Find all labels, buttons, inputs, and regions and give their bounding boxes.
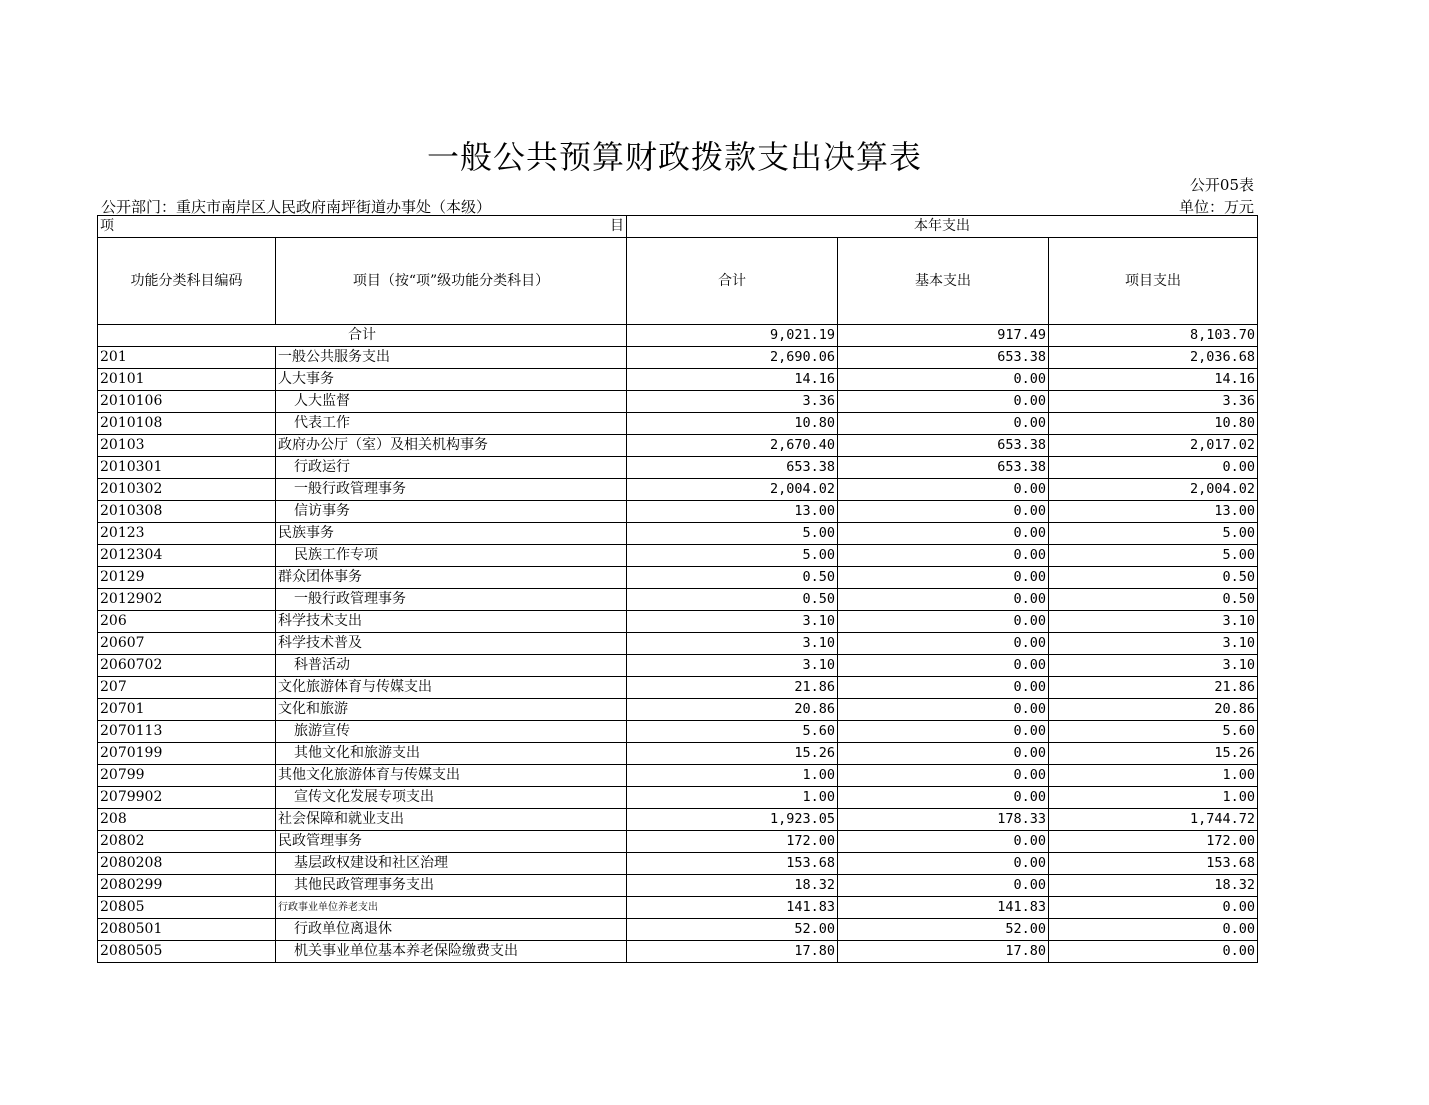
table-row [98,809,1258,831]
row-project: 2,036.68 [1049,347,1258,369]
row-basic: 0.00 [838,545,1049,567]
table-row [98,545,1258,567]
row-total: 153.68 [627,853,838,875]
total-amount: 9,021.19 [627,325,838,347]
total-basic: 917.49 [838,325,1049,347]
row-project: 2,017.02 [1049,435,1258,457]
row-name: 宣传文化发展专项支出 [276,787,627,809]
row-code: 2010308 [98,501,276,523]
row-project: 2,004.02 [1049,479,1258,501]
table-row [98,369,1258,391]
row-name: 代表工作 [276,413,627,435]
row-name: 文化和旅游 [276,699,627,721]
row-total: 0.50 [627,589,838,611]
row-code: 20129 [98,567,276,589]
row-code: 2079902 [98,787,276,809]
header-total: 合计 [627,238,838,325]
row-total: 15.26 [627,743,838,765]
table-row [98,875,1258,897]
row-total: 3.36 [627,391,838,413]
row-code: 20802 [98,831,276,853]
table-row [98,633,1258,655]
row-project: 0.00 [1049,919,1258,941]
row-total: 5.00 [627,523,838,545]
row-total: 653.38 [627,457,838,479]
row-code: 2080501 [98,919,276,941]
row-project: 0.50 [1049,567,1258,589]
row-name: 民族事务 [276,523,627,545]
row-total: 52.00 [627,919,838,941]
row-name: 一般行政管理事务 [276,589,627,611]
unit-label: 单位：万元 [1178,198,1254,216]
total-project: 8,103.70 [1049,325,1258,347]
row-code: 2080299 [98,875,276,897]
row-total: 0.50 [627,567,838,589]
row-total: 2,690.06 [627,347,838,369]
row-project: 21.86 [1049,677,1258,699]
row-total: 3.10 [627,655,838,677]
row-basic: 0.00 [838,699,1049,721]
row-project: 1.00 [1049,787,1258,809]
row-code: 2010302 [98,479,276,501]
row-total: 21.86 [627,677,838,699]
row-code: 20607 [98,633,276,655]
row-project: 10.80 [1049,413,1258,435]
row-total: 2,004.02 [627,479,838,501]
table-row [98,787,1258,809]
table-row [98,743,1258,765]
table-row [98,391,1258,413]
row-code: 20701 [98,699,276,721]
row-code: 2070199 [98,743,276,765]
table-row [98,611,1258,633]
row-name: 人大事务 [276,369,627,391]
row-project: 5.00 [1049,545,1258,567]
row-project: 1,744.72 [1049,809,1258,831]
row-name: 行政运行 [276,457,627,479]
table-row [98,897,1258,919]
row-total: 2,670.40 [627,435,838,457]
total-row [98,325,1258,347]
row-project: 153.68 [1049,853,1258,875]
row-total: 10.80 [627,413,838,435]
row-code: 2060702 [98,655,276,677]
row-basic: 141.83 [838,897,1049,919]
row-basic: 0.00 [838,391,1049,413]
row-basic: 0.00 [838,479,1049,501]
row-basic: 17.80 [838,941,1049,963]
row-name: 基层政权建设和社区治理 [276,853,627,875]
row-basic: 0.00 [838,523,1049,545]
table-row [98,347,1258,369]
row-basic: 0.00 [838,743,1049,765]
row-total: 14.16 [627,369,838,391]
row-total: 18.32 [627,875,838,897]
row-code: 201 [98,347,276,369]
row-total: 1.00 [627,765,838,787]
row-code: 2012304 [98,545,276,567]
expenditure-table [97,215,1258,963]
header-row-1 [98,216,1258,238]
row-basic: 0.00 [838,633,1049,655]
row-name: 其他文化和旅游支出 [276,743,627,765]
row-project: 14.16 [1049,369,1258,391]
row-name: 政府办公厅（室）及相关机构事务 [276,435,627,457]
table-row [98,831,1258,853]
form-number: 公开05表 [1189,176,1254,194]
row-name: 科学技术普及 [276,633,627,655]
table-row [98,435,1258,457]
row-basic: 0.00 [838,765,1049,787]
row-basic: 653.38 [838,457,1049,479]
row-name: 文化旅游体育与传媒支出 [276,677,627,699]
header-item-cell [98,216,627,238]
header-row-2 [98,238,1258,325]
table-row [98,457,1258,479]
row-total: 13.00 [627,501,838,523]
row-code: 2010108 [98,413,276,435]
header-code: 功能分类科目编码 [98,238,276,325]
row-basic: 0.00 [838,589,1049,611]
header-item-right: 目 [610,218,624,234]
row-project: 0.00 [1049,457,1258,479]
row-name: 民族工作专项 [276,545,627,567]
header-current-year: 本年支出 [627,216,1258,238]
row-name: 人大监督 [276,391,627,413]
row-basic: 0.00 [838,831,1049,853]
row-project: 3.10 [1049,633,1258,655]
row-project: 0.00 [1049,897,1258,919]
row-basic: 653.38 [838,347,1049,369]
row-project: 5.60 [1049,721,1258,743]
row-name: 行政事业单位养老支出 [276,897,627,919]
row-total: 172.00 [627,831,838,853]
row-code: 2010106 [98,391,276,413]
row-basic: 178.33 [838,809,1049,831]
row-code: 2012902 [98,589,276,611]
row-basic: 0.00 [838,567,1049,589]
row-basic: 0.00 [838,677,1049,699]
table-row [98,919,1258,941]
row-name: 科学技术支出 [276,611,627,633]
row-total: 3.10 [627,633,838,655]
row-code: 206 [98,611,276,633]
row-code: 208 [98,809,276,831]
row-basic: 0.00 [838,369,1049,391]
row-name: 旅游宣传 [276,721,627,743]
row-project: 3.10 [1049,655,1258,677]
row-basic: 0.00 [838,721,1049,743]
row-project: 13.00 [1049,501,1258,523]
row-code: 20799 [98,765,276,787]
row-total: 141.83 [627,897,838,919]
row-basic: 0.00 [838,875,1049,897]
row-total: 5.60 [627,721,838,743]
header-project: 项目支出 [1049,238,1258,325]
header-item-left: 项 [100,218,114,234]
row-basic: 653.38 [838,435,1049,457]
table-row [98,479,1258,501]
row-code: 207 [98,677,276,699]
row-basic: 0.00 [838,413,1049,435]
row-name: 机关事业单位基本养老保险缴费支出 [276,941,627,963]
table-row [98,413,1258,435]
row-total: 3.10 [627,611,838,633]
row-code: 20123 [98,523,276,545]
row-name: 行政单位离退休 [276,919,627,941]
row-name: 一般公共服务支出 [276,347,627,369]
table-row [98,567,1258,589]
table-row [98,523,1258,545]
table-row [98,765,1258,787]
row-name: 信访事务 [276,501,627,523]
row-project: 3.36 [1049,391,1258,413]
row-project: 1.00 [1049,765,1258,787]
row-code: 20805 [98,897,276,919]
table-row [98,501,1258,523]
header-basic: 基本支出 [838,238,1049,325]
row-basic: 0.00 [838,787,1049,809]
table-row [98,699,1258,721]
row-code: 2070113 [98,721,276,743]
row-project: 5.00 [1049,523,1258,545]
row-name: 一般行政管理事务 [276,479,627,501]
row-total: 5.00 [627,545,838,567]
header-name: 项目（按“项”级功能分类科目） [276,238,627,325]
row-project: 3.10 [1049,611,1258,633]
row-total: 20.86 [627,699,838,721]
row-code: 2080208 [98,853,276,875]
row-code: 2010301 [98,457,276,479]
row-project: 15.26 [1049,743,1258,765]
table-row [98,721,1258,743]
row-project: 20.86 [1049,699,1258,721]
total-label: 合计 [98,325,627,347]
row-total: 1.00 [627,787,838,809]
table-row [98,677,1258,699]
row-code: 20103 [98,435,276,457]
row-basic: 0.00 [838,611,1049,633]
row-basic: 0.00 [838,501,1049,523]
row-total: 1,923.05 [627,809,838,831]
row-total: 17.80 [627,941,838,963]
table-row [98,589,1258,611]
row-project: 0.00 [1049,941,1258,963]
table-row [98,655,1258,677]
row-project: 18.32 [1049,875,1258,897]
row-name: 其他文化旅游体育与传媒支出 [276,765,627,787]
row-name: 科普活动 [276,655,627,677]
row-name: 民政管理事务 [276,831,627,853]
row-name: 群众团体事务 [276,567,627,589]
table-row [98,853,1258,875]
row-code: 20101 [98,369,276,391]
department-label: 公开部门：重庆市南岸区人民政府南坪街道办事处（本级） [101,198,492,216]
row-code: 2080505 [98,941,276,963]
row-basic: 0.00 [838,655,1049,677]
table-row [98,941,1258,963]
row-name: 社会保障和就业支出 [276,809,627,831]
page-title: 一般公共预算财政拨款支出决算表 [426,138,922,176]
row-project: 172.00 [1049,831,1258,853]
row-basic: 52.00 [838,919,1049,941]
row-project: 0.50 [1049,589,1258,611]
row-basic: 0.00 [838,853,1049,875]
row-name: 其他民政管理事务支出 [276,875,627,897]
